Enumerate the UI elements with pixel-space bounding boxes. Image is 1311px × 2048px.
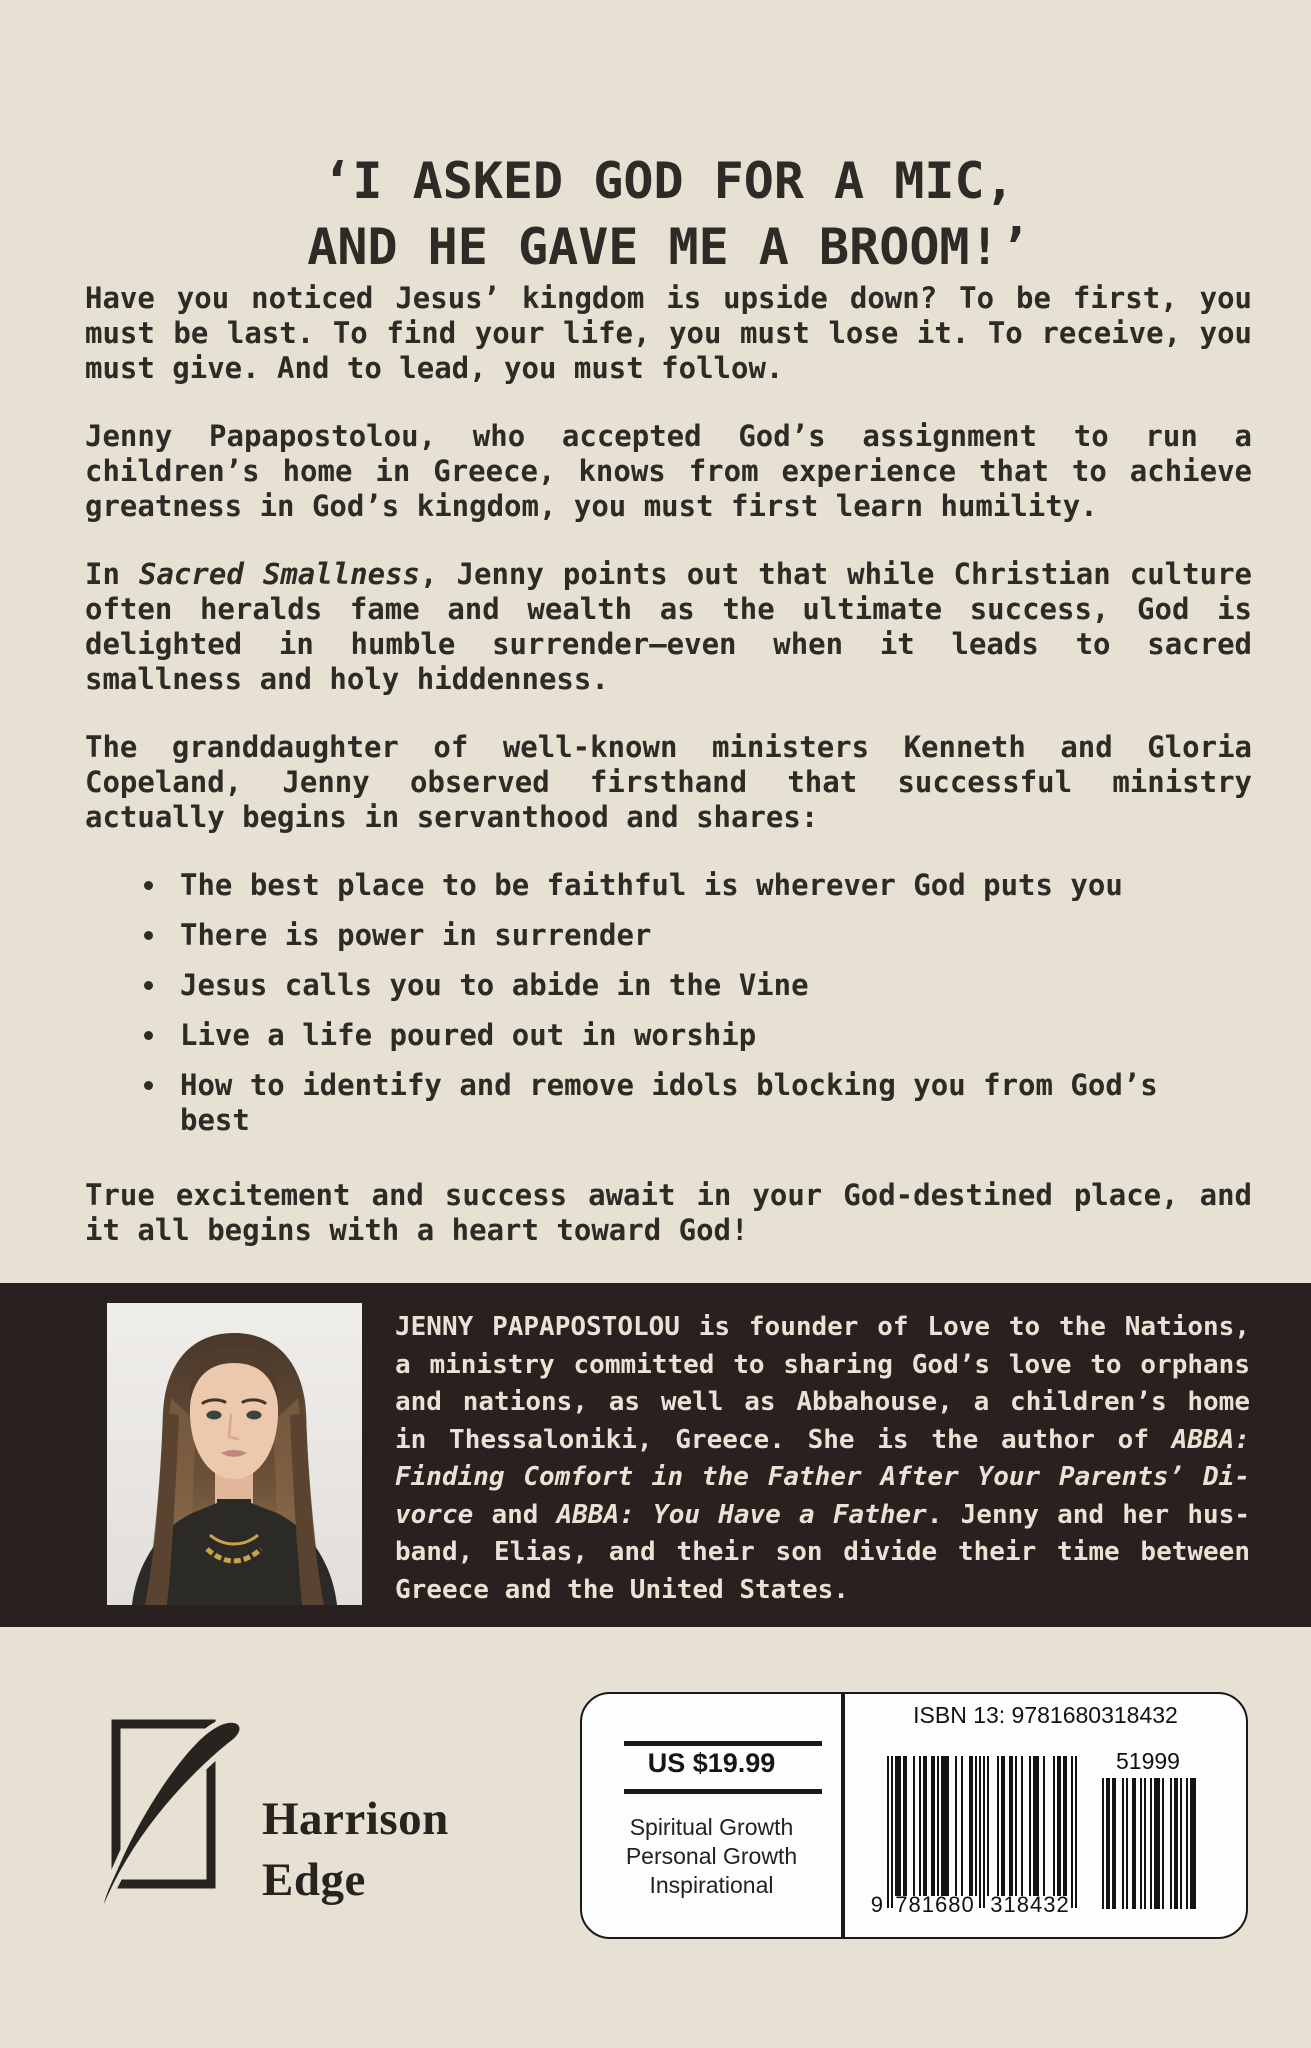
price-barcode-box [580,1692,1248,1939]
category-list [582,1813,841,1900]
bullet-icon [144,931,153,940]
highlights-list [85,868,1252,1138]
headline-line-2: AND HE GAVE ME A BROOM!’ [307,218,1030,276]
supplement-label: 51999 [1116,1748,1180,1774]
price-rule-bottom [624,1789,822,1794]
author-band [0,1283,1311,1627]
author-portrait-illustration [107,1303,362,1605]
publisher-name-line-1: Harrison [262,1793,449,1845]
category-item: Personal Growth [625,1843,798,1869]
barcode-digits-right: 318432 [990,1892,1070,1917]
headline-quote [85,148,1252,280]
price-panel [582,1694,841,1937]
isbn-label: ISBN 13: 9781680318432 [913,1702,1178,1728]
bullet-icon [144,1031,153,1040]
bullet-icon [144,881,153,890]
highlight-item [85,968,1240,1003]
author-photo [107,1303,362,1605]
highlight-item [85,1018,1240,1053]
headline-line-1: ‘I ASKED GOD FOR A MIC, [322,152,1015,210]
bullet-icon [144,1081,153,1090]
category-item: Inspirational [649,1872,774,1898]
bullet-icon [144,981,153,990]
category-item: Spiritual Growth [629,1814,794,1840]
ean13-barcode [887,1756,1077,1908]
highlight-text: There is power in surrender [180,918,652,952]
paragraph: Have you noticed Jesus’ kingdom is upside down? To be first, you must be last. To find your life, you must lose it. To receive, you must give. And to lead, you must follow. [85,281,1252,385]
back-cover-copy [85,281,1252,1248]
author-bio: JENNY PAPAPOSTOLOU is founder of Love to the Nations, a ministry committed to sharing God’s love to orphans and nations, as well as Abbahouse, a children’s home in Thessaloniki, Greece. She is the author of ABBA: Finding Comfort in the Father After Your Parents’ Divorce and ABBA: You Have a Father. Jenny and her husband, Elias, and their son divide their time between Greece and the United States. [395,1312,1250,1605]
highlight-item [85,1068,1240,1138]
highlight-text: The best place to be faithful is wherever God puts you [180,868,1123,902]
closing-paragraph: True excitement and success await in your God-destined place, and it all begins with a heart toward God! [85,1178,1252,1247]
barcode-digits-left: 781680 [895,1892,975,1917]
highlight-text: How to identify and remove idols blocking you from God’s best [180,1068,1158,1137]
price-rule-top [624,1741,822,1746]
barcode-digit-first: 9 [870,1892,883,1917]
harrison-edge-logo-icon [98,1712,248,1907]
highlight-text: Live a life poured out in worship [180,1018,757,1052]
barcode-panel [845,1694,1246,1937]
paragraph: The granddaughter of well-known ministers Kenneth and Gloria Copeland, Jenny observed firsthand that successful ministry actually begins in servanthood and shares: [85,730,1252,834]
paragraph: In Sacred Smallness, Jenny points out that while Christian culture often heralds fame and wealth as the ultimate success, God is delighted in humble surrender—even when it leads to sacred smallness and holy hiddenness. [85,557,1252,696]
highlight-item [85,918,1240,953]
highlight-text: Jesus calls you to abide in the Vine [180,968,809,1002]
price-label: US $19.99 [647,1748,776,1778]
publisher-name [262,1789,449,1911]
ean5-supplement-barcode [1100,1778,1196,1909]
paragraph: Jenny Papapostolou, who accepted God’s assignment to run a children’s home in Greece, knows from experience that to achieve greatness in God’s kingdom, you must first learn humility. [85,419,1252,523]
publisher-name-line-2: Edge [262,1854,366,1906]
highlight-item [85,868,1240,903]
